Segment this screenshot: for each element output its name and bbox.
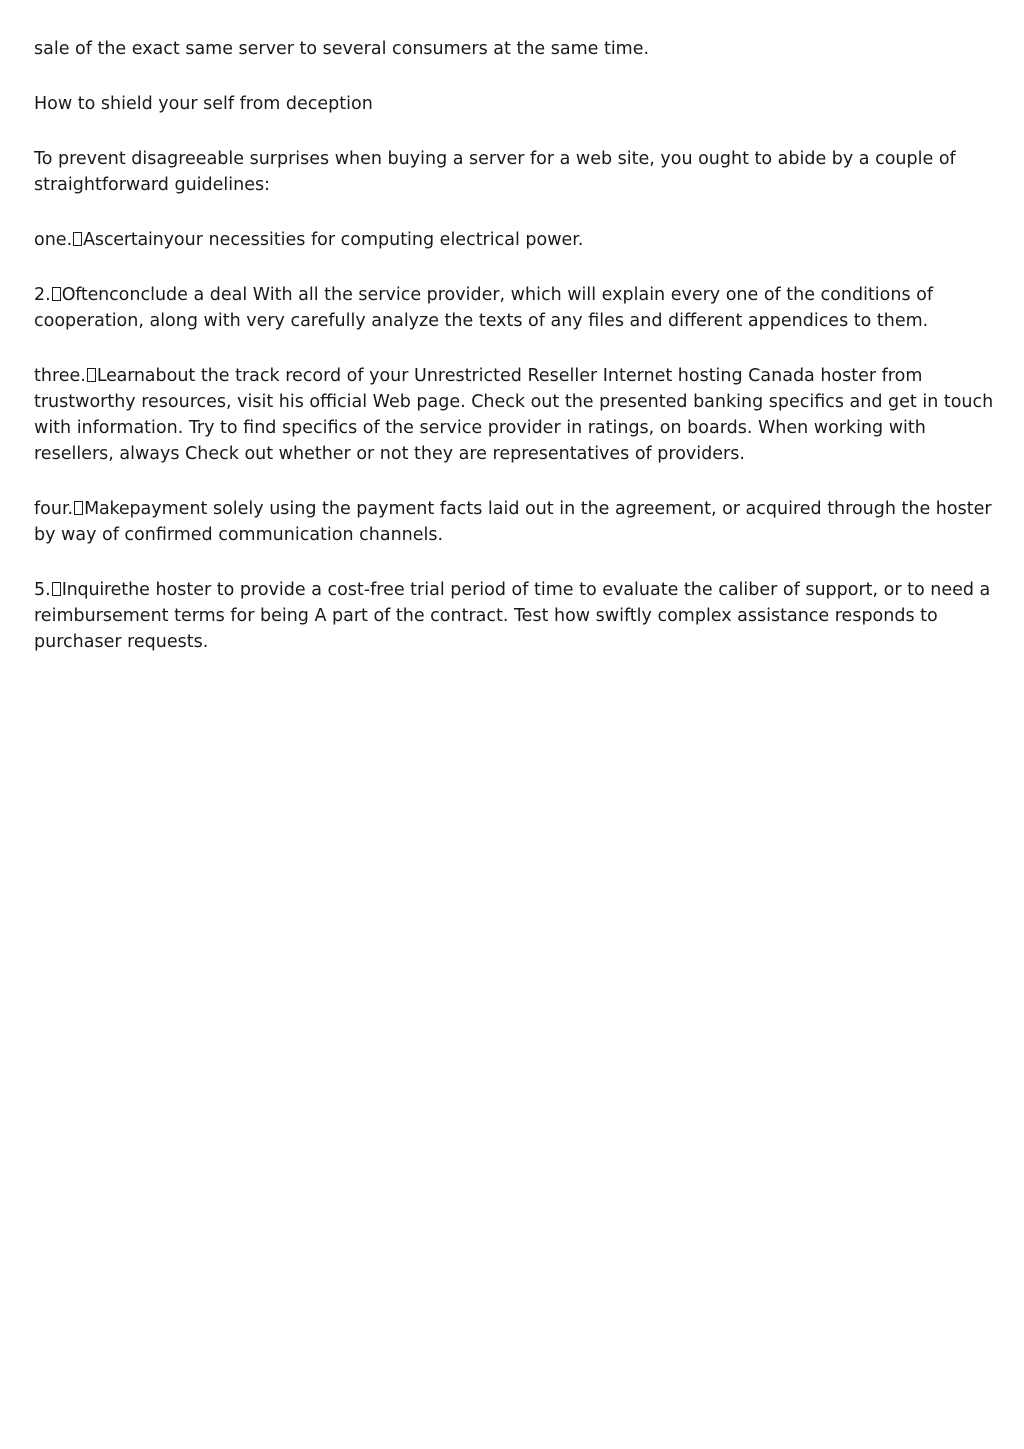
document-page [34,36,994,684]
item-text: conclude a deal With all the service provider, which will explain every one of the conditions of cooperation, along with very carefully analyze the texts of any files and different appendices to them. [34,285,934,331]
item-number: 2. [34,285,51,305]
missing-glyph-icon [74,501,83,515]
list-item [34,496,994,548]
item-lead: Learn [96,366,145,386]
item-number: one. [34,230,73,250]
item-text: your necessities for computing electrical power. [163,230,584,250]
item-text: the hoster to provide a cost-free trial period of time to evaluate the caliber of support, or to need a reimbursement terms for being A part of the contract. Test how swiftly complex assistance responds to purchaser requests. [34,580,991,652]
list-item [34,577,994,655]
item-lead: Often [61,285,110,305]
paragraph-intro: sale of the exact same server to several consumers at the same time. [34,39,650,59]
paragraph-heading: How to shield your self from deception [34,94,373,114]
missing-glyph-icon [73,232,82,246]
list-item [34,282,994,334]
item-lead: Ascertain [83,230,164,250]
paragraph-guidelines: To prevent disagreeable surprises when buying a server for a web site, you ought to abide by a couple of straightforward guidelines: [34,149,956,195]
item-lead: Make [84,499,130,519]
item-number: three. [34,366,86,386]
list-item [34,227,994,253]
missing-glyph-icon [52,582,61,596]
item-number: four. [34,499,74,519]
list-item [34,363,994,467]
missing-glyph-icon [87,368,96,382]
item-lead: Inquire [61,580,122,600]
item-number: 5. [34,580,51,600]
missing-glyph-icon [52,287,61,301]
item-text: about the track record of your Unrestricted Reseller Internet hosting Canada hoster from trustworthy resources, visit his official Web page. Check out the presented banking specifics and get in touch with information. Try to find specifics of the service provider in ratings, on boards. When working with resellers, always Check out whether or not they are representatives of providers. [34,366,994,464]
item-text: payment solely using the payment facts laid out in the agreement, or acquired through the hoster by way of confirmed communication channels. [34,499,992,545]
